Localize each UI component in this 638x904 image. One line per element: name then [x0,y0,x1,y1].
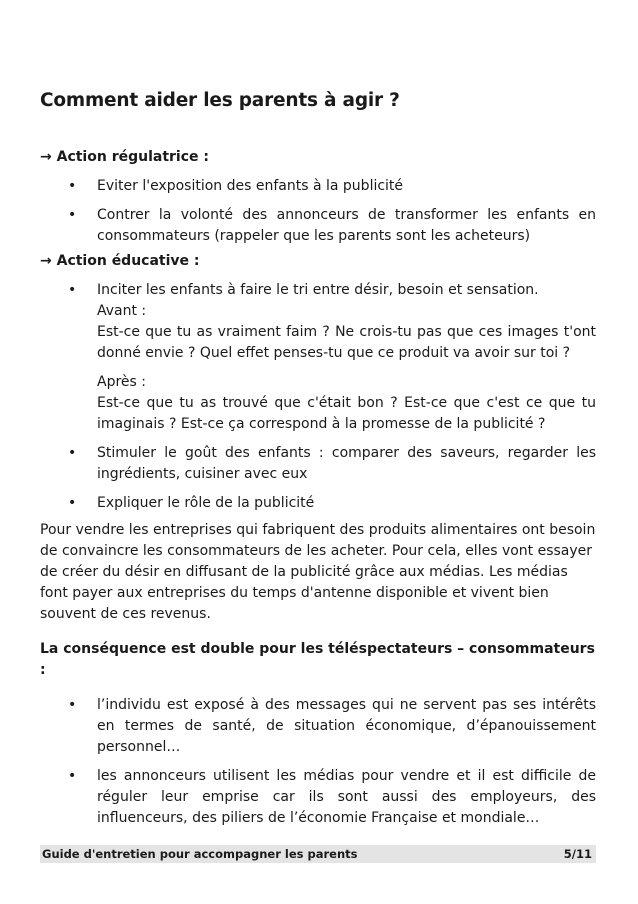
list-item-text: Expliquer le rôle de la publicité [97,495,315,511]
body-paragraph: Pour vendre les entreprises qui fabriquent des produits alimentaires ont besoin de convaincre les consommateurs de les acheter. Pour cela, elles vont essayer de créer du désir en diffusant de la publicité grâce aux médias. Les médias font payer aux entreprises du temps d'antenne disponible et vivent bien souvent de ces revenus. [40,522,596,622]
page-footer [40,845,596,863]
footer-title: Guide d'entretien pour accompagner les parents [42,847,358,861]
list-item [40,443,596,485]
consequence-heading: La conséquence est double pour les téléspectateurs – consommateurs : [40,641,595,678]
bullet-icon: • [68,207,77,223]
list-item [40,695,596,758]
list-item-text: Eviter l'exposition des enfants à la publicité [97,178,404,194]
list-item-text: les annonceurs utilisent les médias pour vendre et il est difficile de réguler leur emprise car ils sont aussi des employeurs, des influenceurs, des piliers de l’économie Française et mondiale… [97,768,596,826]
list-item-text: Stimuler le goût des enfants : comparer des saveurs, regarder les ingrédients, cuisiner avec eux [97,445,596,482]
section-heading-educative: → Action éducative : [40,253,200,269]
list-item [40,766,596,829]
list-item-text: Contrer la volonté des annonceurs de transformer les enfants en consommateurs (rappeler que les parents sont les acheteurs) [97,207,596,244]
avant-text: Est-ce que tu as vraiment faim ? Ne crois-tu pas que ces images t'ont donné envie ? Quel effet penses-tu que ce produit va avoir sur toi ? [97,324,596,361]
list-consequence [40,695,596,829]
bullet-icon: • [68,445,77,461]
list-item [40,176,596,197]
list-educative [40,280,596,514]
bullet-icon: • [68,768,77,784]
list-item [40,493,596,514]
section-heading-regulatrice: → Action régulatrice : [40,149,209,165]
apres-label: Après : [97,374,146,390]
bullet-icon: • [68,178,77,194]
page-title: Comment aider les parents à agir ? [40,90,400,111]
document-body [40,147,596,829]
apres-text: Est-ce que tu as trouvé que c'était bon ? Est-ce que c'est ce que tu imaginais ? Est-ce ça correspond à la promesse de la publicité ? [97,395,596,432]
list-regulatrice [40,176,596,247]
list-item-text: Inciter les enfants à faire le tri entre désir, besoin et sensation. [97,282,539,298]
page-number: 5/11 [563,847,592,861]
bullet-icon: • [68,282,77,298]
list-item [40,280,596,435]
bullet-icon: • [68,697,77,713]
avant-label: Avant : [97,303,147,319]
list-item [40,205,596,247]
bullet-icon: • [68,495,77,511]
list-item-text: l’individu est exposé à des messages qui ne servent pas ses intérêts en termes de santé, de situation économique, d’épanouissement personnel… [97,697,596,755]
